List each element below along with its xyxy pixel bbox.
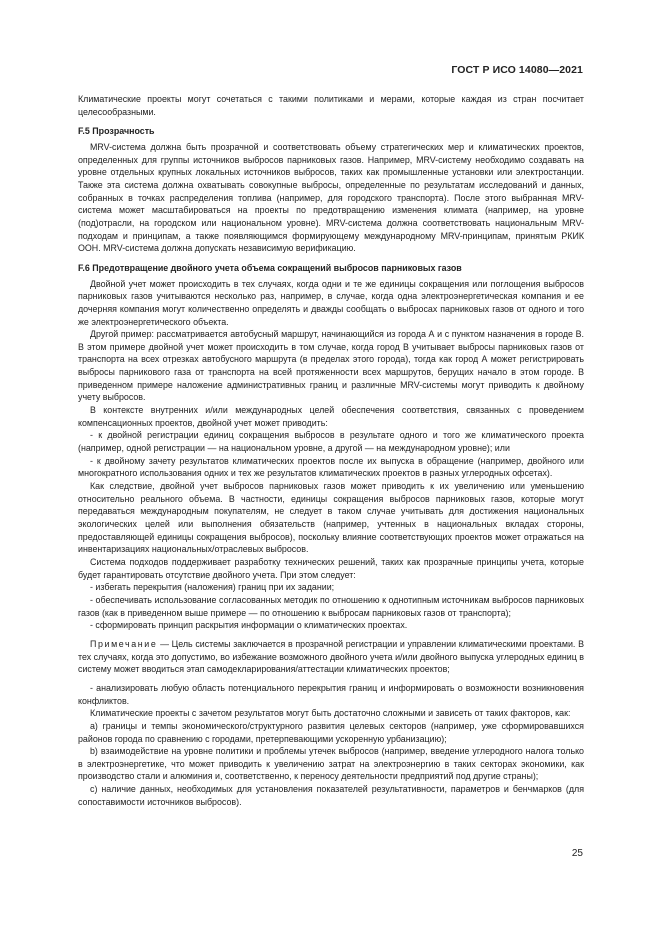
list-item: a) границы и темпы экономического/структурного развития целевых секторов (например, уже сформировавшихся районов города по сравнению с городами, претерпевающими ускоренную урбанизацию); <box>78 720 584 744</box>
page-number: 25 <box>571 848 583 859</box>
paragraph: В контексте внутренних и/или международных целей обеспечения соответствия, связанных с проведением компенсационных проектов, двойной учет может приводить: <box>78 405 584 428</box>
paragraph: Система подходов поддерживает разработку технических решений, таких как прозрачные принципы учета, которые будет гарантировать отсутствие двойного учета. При этом следует: <box>78 556 584 580</box>
standard-header: ГОСТ Р ИСО 14080—2021 <box>451 64 583 76</box>
note-label: Примечание <box>90 638 158 649</box>
paragraph: Как следствие, двойной учет выбросов парниковых газов может приводить к их увеличению или уменьшению относительно реального объема. В частности, единицы сокращения выбросов парниковых газов, которые могут передаваться международным покупателям, не следует в таком случае учитывать для достижения национальных экологических целей или выполнения обязательств (например, учтенных в национальных вкладах стороны, предоставляющей единицы сокращения выбросов), поскольку влияние соответствующих проектов может отражаться на инвентаризациях национальных/отраслевых выбросов. <box>78 481 584 555</box>
list-item: - к двойному зачету результатов климатических проектов после их выпуска в обращение (например, двойного или многократного использования одних и тех же результатов климатических проектов в разных углеродных офсетах). <box>78 455 584 479</box>
list-item: b) взаимодействие на уровне политики и проблемы утечек выбросов (например, введение углеродного налога только в электроэнергетике, что может приводить к увеличению затрат на электроэнергию в таких секторах экономики, как производство стали и алюминия и, соответственно, к переносу деятельности предприятий под другие страны); <box>78 746 584 782</box>
paragraph: MRV-система должна быть прозрачной и соответствовать объему стратегических мер и климатических проектов, определенных для группы источников выбросов парниковых газов. Например, MRV-систему необходимо создавать на уровне отдельных крупных локальных источников выбросов, таких как промышленные установки или электростанции. Также эта система должна охватывать совокупные выбросы, определенные по результатам исследований и данных, собранных в точках распределения топлива (например, для городского транспорта). После этого выбранная MRV-система может масштабироваться на проекты по предотвращению изменения климата (например, на уровне (под)отрасли, на городском или национальном уровне). MRV-система должна соответствовать национальным MRV-подходам и принципам, а также появляющимся формирующему международному MRV-принципам, принятым РКИК ООН. MRV-система должна допускать независимую верификацию. <box>78 141 584 254</box>
note-text: — Цель системы заключается в прозрачной регистрации и управлении климатическими проектами. В тех случаях, когда это допустимо, во избежание возможного двойного учета и/или двойного выпуска углеродных единиц в систему может вводиться этап самодекларирования/аттестации климатических проектов; <box>78 638 584 675</box>
section-heading-f5: F.5 Прозрачность <box>78 126 155 137</box>
section-heading-f6: F.6 Предотвращение двойного учета объема сокращений выбросов парниковых газов <box>78 262 462 273</box>
paragraph: Двойной учет может происходить в тех случаях, когда одни и те же единицы сокращения или поглощения выбросов парниковых газов учитываются несколько раз, например, в случае, когда одна электроэнергетическая компания и ее дочерняя компания могут количественно определять и дважды сообщать о выбросах парниковых газов от одного и того же электроэнергетического объекта. <box>78 278 584 327</box>
list-item: - анализировать любую область потенциального перекрытия границ и информировать о возможности возникновения конфликтов. <box>78 682 584 706</box>
paragraph: Другой пример: рассматривается автобусный маршрут, начинающийся из города А и с пунктом назначения в городе В. В этом примере двойной учет может происходить в том случае, когда город В учитывает выбросы парниковых газов от транспорта на всех отрезках автобусного маршрута (в пределах этого города), тогда как город А может регистрировать выбросы парникового газа от транспорта на всей протяженности всех маршрутов, берущих начало в этом городе. В приведенном примере наложение административных границ и различные MRV-системы могут приводить к двойному учету выбросов. <box>78 329 584 403</box>
paragraph: Климатические проекты с зачетом результатов могут быть достаточно сложными и зависеть от таких факторов, как: <box>90 708 571 719</box>
list-item: - обеспечивать использование согласованных методик по отношению к однотипным источникам выбросов парниковых газов (как в приведенном выше примере — по отношению к выбросам парниковых газов от транспорта); <box>78 594 584 618</box>
document-body <box>78 93 584 808</box>
note <box>78 638 584 676</box>
list-item: - избегать перекрытия (наложения) границ при их задании; <box>90 582 335 593</box>
list-item: - сформировать принцип раскрытия информации о климатических проектах. <box>90 620 408 631</box>
list-item: - к двойной регистрации единиц сокращения выбросов в результате одного и того же климатического проекта (например, одной регистрации — на национальном уровне, а другой — на международном уровне); или <box>78 430 584 454</box>
list-item: c) наличие данных, необходимых для установления показателей результативности, параметров и бенчмарков (для сопоставимости источников выбросов). <box>78 784 584 807</box>
paragraph: Климатические проекты могут сочетаться с такими политиками и мерами, которые каждая из стран посчитает целесообразными. <box>78 94 584 117</box>
